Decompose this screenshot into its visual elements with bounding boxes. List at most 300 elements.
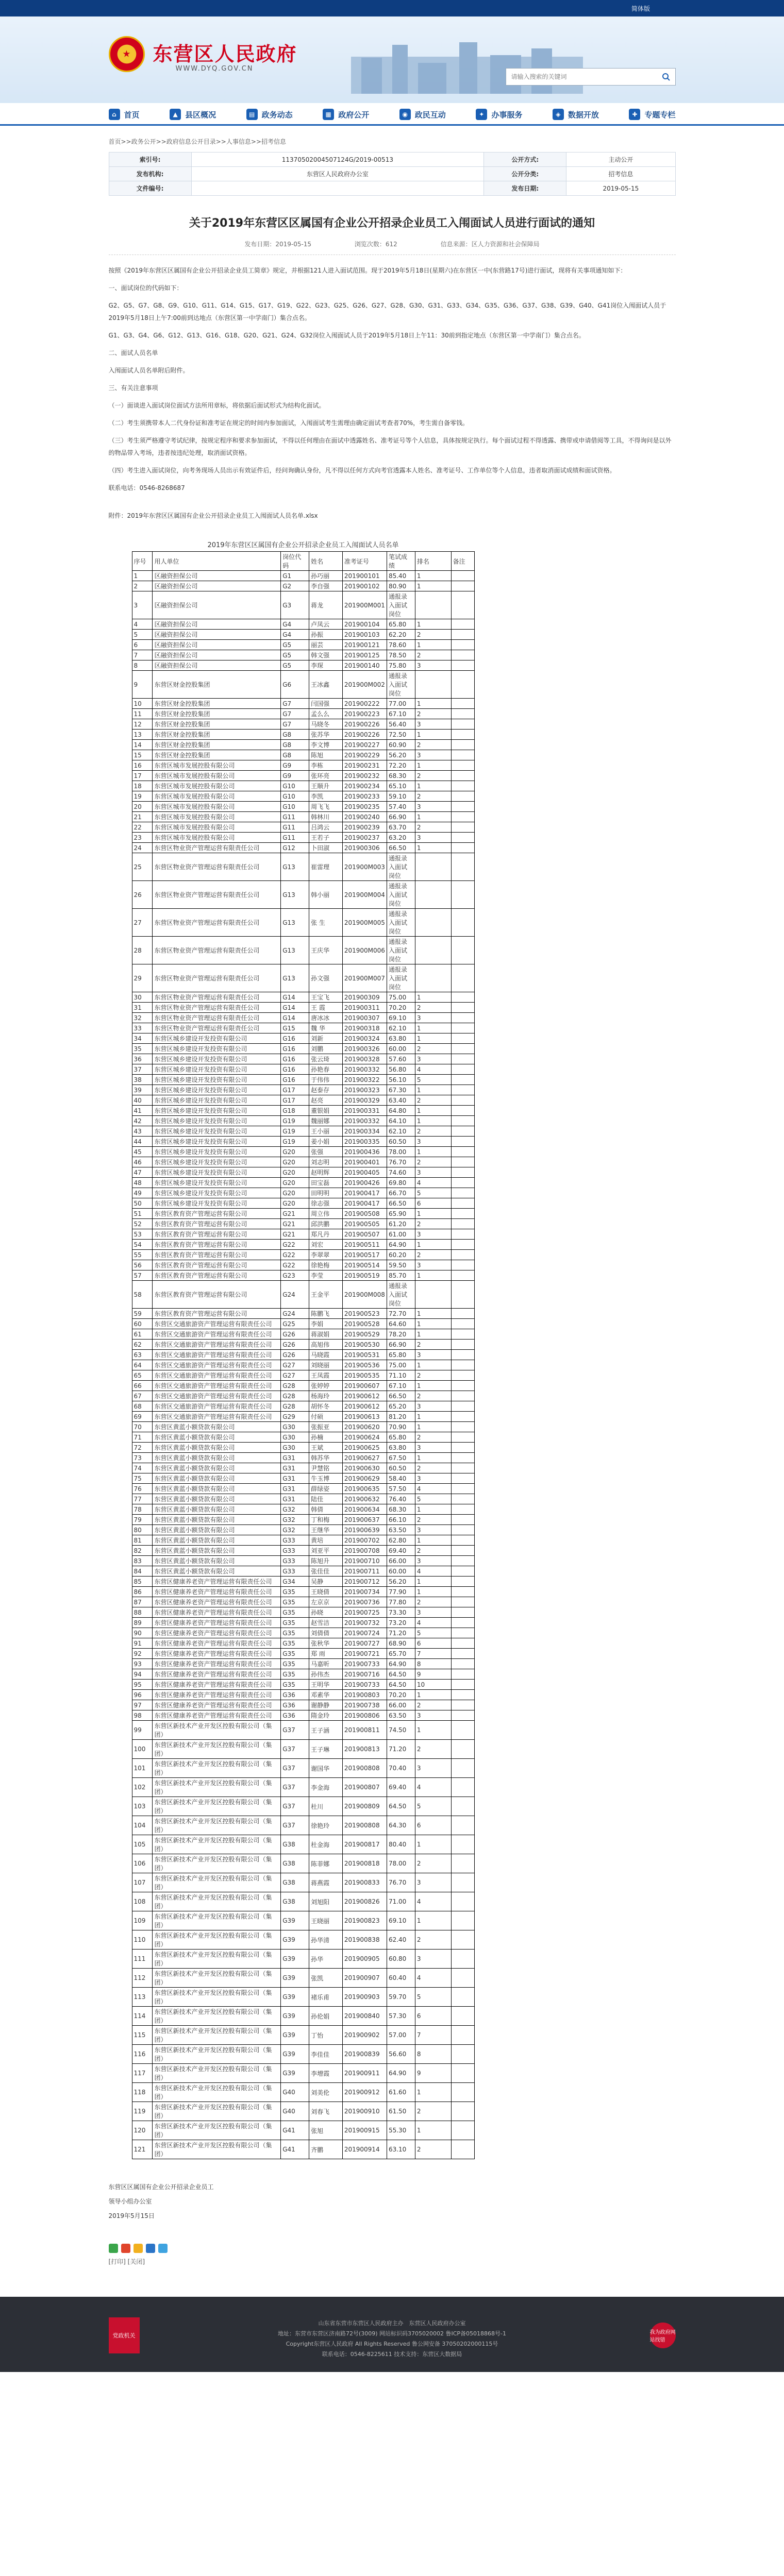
- table-cell: 201900226: [342, 730, 387, 740]
- table-row: [132, 2064, 474, 2083]
- table-cell: [451, 1669, 474, 1680]
- table-cell: 201900104: [342, 619, 387, 630]
- table-cell: G26: [281, 1350, 309, 1360]
- table-cell: 区融资担保公司: [153, 650, 281, 660]
- table-cell: [451, 2083, 474, 2102]
- table-cell: 东营区城市发展控股有限公司: [153, 760, 281, 771]
- table-cell: 1: [415, 1535, 451, 1546]
- table-cell: [451, 1023, 474, 1033]
- table-cell: [451, 2007, 474, 2026]
- table-cell: 通报录入面试岗位: [387, 937, 415, 964]
- candidate-table: [132, 551, 475, 2159]
- table-cell: 72.50: [387, 730, 415, 740]
- table-cell: G40: [281, 2102, 309, 2121]
- table-cell: 孙晓: [309, 1607, 343, 1618]
- nav-services[interactable]: ✦ 办事服务: [476, 109, 522, 120]
- table-row: [132, 1178, 474, 1188]
- table-row: [132, 1319, 474, 1329]
- table-cell: 东营区城市发展控股有限公司: [153, 822, 281, 833]
- table-cell: 1: [415, 1319, 451, 1329]
- table-cell: 67.50: [387, 1453, 415, 1463]
- table-row: [132, 1360, 474, 1370]
- table-cell: 2: [415, 1157, 451, 1167]
- meta-value: [191, 181, 484, 196]
- table-cell: G32: [281, 1525, 309, 1535]
- table-cell: 77.00: [387, 699, 415, 709]
- table-cell: 东营区健康养老资产管理运营有限责任公司: [153, 1669, 281, 1680]
- table-cell: 21: [132, 812, 153, 822]
- table-cell: 35: [132, 1044, 153, 1054]
- table-cell: 201900914: [342, 2140, 387, 2159]
- table-cell: 102: [132, 1778, 153, 1797]
- table-cell: 66.70: [387, 1188, 415, 1198]
- table-cell: 东营区财金控股集团: [153, 699, 281, 709]
- table-cell: 201900519: [342, 1270, 387, 1281]
- table-cell: 76.70: [387, 1873, 415, 1892]
- meta-value: 2019-05-15: [566, 181, 675, 196]
- table-cell: G31: [281, 1484, 309, 1494]
- table-cell: G37: [281, 1721, 309, 1740]
- table-cell: G28: [281, 1381, 309, 1391]
- table-cell: [451, 1381, 474, 1391]
- table-cell: 49: [132, 1188, 153, 1198]
- meta-value: 东营区人民政府办公室: [191, 167, 484, 181]
- table-header: 用人单位: [153, 552, 281, 571]
- breadcrumb[interactable]: 首页>>政务公开>>政府信息公开目录>>人事信息>>招考信息: [108, 138, 286, 145]
- table-cell: G13: [281, 964, 309, 992]
- table-cell: [451, 1816, 474, 1835]
- weibo-icon[interactable]: [121, 2244, 130, 2253]
- table-cell: 53: [132, 1229, 153, 1240]
- table-cell: 201900734: [342, 1587, 387, 1597]
- table-cell: [451, 1260, 474, 1270]
- meta-value: 招考信息: [566, 167, 675, 181]
- table-cell: 73.30: [387, 1607, 415, 1618]
- article-paragraph: 一、面试岗位的代码如下：: [108, 284, 183, 292]
- table-cell: 李金海: [309, 1778, 343, 1797]
- table-cell: 王晓丽: [309, 1911, 343, 1930]
- table-cell: 谢国华: [309, 1759, 343, 1778]
- table-cell: 45: [132, 1147, 153, 1157]
- table-cell: 66.90: [387, 1340, 415, 1350]
- table-cell: 48: [132, 1178, 153, 1188]
- attachment-link[interactable]: 附件：2019年东营区区属国有企业公开招录企业员工入闱面试人员名单.xlsx: [108, 512, 318, 519]
- table-cell: 201900326: [342, 1044, 387, 1054]
- footer-line: 地址：东营市东营区济南路72号(3009) 网站标识码3705020002 鲁ICP备05018868号-1: [277, 2330, 507, 2337]
- table-cell: 1: [415, 1412, 451, 1422]
- table-cell: 1: [415, 1270, 451, 1281]
- table-cell: 张婷婷: [309, 1381, 343, 1391]
- table-cell: 77.90: [387, 1587, 415, 1597]
- party-gov-badge[interactable]: 党政机关: [109, 2317, 140, 2353]
- table-cell: 59.70: [387, 1988, 415, 2007]
- table-cell: 50: [132, 1198, 153, 1209]
- table-cell: 201900401: [342, 1157, 387, 1167]
- nav-district-overview[interactable]: ▲ 县区概况: [170, 109, 216, 120]
- table-cell: G39: [281, 1950, 309, 1969]
- table-cell: 东营区城乡建设开发投资有限公司: [153, 1157, 281, 1167]
- table-cell: G19: [281, 1116, 309, 1126]
- table-row: [132, 1556, 474, 1566]
- table-cell: 黄培: [309, 1535, 343, 1546]
- table-cell: 63: [132, 1350, 153, 1360]
- table-cell: 东营区城乡建设开发投资有限公司: [153, 1095, 281, 1106]
- table-cell: 201900334: [342, 1126, 387, 1137]
- weixin-icon[interactable]: [109, 2244, 118, 2253]
- nav-data-open[interactable]: ◈ 数据开放: [553, 109, 599, 120]
- table-cell: [451, 1638, 474, 1649]
- table-cell: 201900103: [342, 630, 387, 640]
- table-row: [132, 1721, 474, 1740]
- search-button[interactable]: [657, 69, 675, 85]
- table-cell: 4: [415, 1064, 451, 1075]
- table-cell: 201900612: [342, 1401, 387, 1412]
- table-cell: 201900318: [342, 1023, 387, 1033]
- table-cell: 区融资担保公司: [153, 630, 281, 640]
- table-cell: 丽芸: [309, 640, 343, 650]
- table-cell: G32: [281, 1515, 309, 1525]
- table-cell: 42: [132, 1116, 153, 1126]
- table-cell: 1: [415, 1085, 451, 1095]
- table-row: [132, 1147, 474, 1157]
- table-cell: G10: [281, 791, 309, 802]
- table-cell: 东营区新技术产业开发区控股有限公司（集团）: [153, 2140, 281, 2159]
- table-row: [132, 843, 474, 853]
- simplified-chinese-link[interactable]: 简体版: [631, 5, 650, 12]
- table-cell: [451, 1329, 474, 1340]
- table-cell: 201900233: [342, 791, 387, 802]
- table-cell: 201900733: [342, 1680, 387, 1690]
- table-cell: 201900505: [342, 1219, 387, 1229]
- table-cell: 201900905: [342, 1950, 387, 1969]
- table-cell: 刘新: [309, 1033, 343, 1044]
- table-cell: G30: [281, 1432, 309, 1443]
- table-row: [132, 1401, 474, 1412]
- table-cell: 71.20: [387, 1628, 415, 1638]
- table-cell: 56.20: [387, 750, 415, 760]
- table-cell: 东营区健康养老资产管理运营有限责任公司: [153, 1710, 281, 1721]
- table-cell: G20: [281, 1188, 309, 1198]
- table-row: [132, 1260, 474, 1270]
- table-cell: 84: [132, 1566, 153, 1577]
- table-cell: 54: [132, 1240, 153, 1250]
- table-cell: 东营区教育资产管理运营有限公司: [153, 1250, 281, 1260]
- table-row: [132, 1370, 474, 1381]
- nav-home[interactable]: ⌂ 首页: [109, 109, 140, 120]
- meta-row: [109, 181, 675, 196]
- table-cell: 91: [132, 1638, 153, 1649]
- table-cell: 东营区黄蓝小额贷款有限公司: [153, 1535, 281, 1546]
- table-cell: 67: [132, 1391, 153, 1401]
- table-cell: 东营区交通旅游资产管理运营有限责任公司: [153, 1319, 281, 1329]
- table-cell: 孙伟杰: [309, 1669, 343, 1680]
- table-cell: 王 霞: [309, 1003, 343, 1013]
- table-cell: G22: [281, 1240, 309, 1250]
- table-cell: 69.10: [387, 1013, 415, 1023]
- table-cell: 55: [132, 1250, 153, 1260]
- top-bar: [0, 0, 784, 16]
- table-cell: 田明明: [309, 1188, 343, 1198]
- table-cell: G35: [281, 1638, 309, 1649]
- table-cell: 201900738: [342, 1700, 387, 1710]
- table-cell: [415, 671, 451, 699]
- table-cell: [451, 1443, 474, 1453]
- table-cell: G1: [281, 571, 309, 581]
- tencent-icon[interactable]: [158, 2244, 168, 2253]
- table-cell: 3: [415, 1607, 451, 1618]
- table-cell: 201900630: [342, 1463, 387, 1473]
- table-cell: 66.50: [387, 843, 415, 853]
- table-cell: [451, 1546, 474, 1556]
- table-cell: G35: [281, 1587, 309, 1597]
- table-cell: 2: [415, 1219, 451, 1229]
- table-row: [132, 1930, 474, 1950]
- table-cell: G41: [281, 2121, 309, 2140]
- table-cell: 1: [415, 581, 451, 591]
- table-cell: 56.80: [387, 1064, 415, 1075]
- table-row: [132, 1854, 474, 1873]
- table-cell: 东营区城乡建设开发投资有限公司: [153, 1033, 281, 1044]
- table-cell: 东营区黄蓝小额贷款有限公司: [153, 1463, 281, 1473]
- table-row: [132, 1950, 474, 1969]
- table-cell: 56.20: [387, 1577, 415, 1587]
- table-cell: 区融资担保公司: [153, 660, 281, 671]
- table-cell: 92: [132, 1649, 153, 1659]
- table-cell: 201900417: [342, 1198, 387, 1209]
- table-cell: 201900712: [342, 1577, 387, 1587]
- table-cell: 201900915: [342, 2121, 387, 2140]
- table-cell: 通报录入面试岗位: [387, 671, 415, 699]
- table-cell: 60.20: [387, 1250, 415, 1260]
- table-row: [132, 2045, 474, 2064]
- table-cell: [451, 740, 474, 750]
- table-cell: G33: [281, 1566, 309, 1577]
- table-cell: 201900613: [342, 1412, 387, 1422]
- nav-topics[interactable]: ✚ 专题专栏: [629, 109, 675, 120]
- table-cell: G5: [281, 640, 309, 650]
- table-cell: 63.20: [387, 833, 415, 843]
- table-cell: 116: [132, 2045, 153, 2064]
- table-cell: 74: [132, 1463, 153, 1473]
- table-cell: 72.20: [387, 760, 415, 771]
- table-cell: 201900803: [342, 1690, 387, 1700]
- table-cell: 36: [132, 1054, 153, 1064]
- table-cell: G8: [281, 750, 309, 760]
- table-row: [132, 2083, 474, 2102]
- table-cell: 29: [132, 964, 153, 992]
- print-close-links[interactable]: [打印] [关闭]: [108, 2258, 145, 2265]
- table-cell: 孙华: [309, 1950, 343, 1969]
- table-cell: 6: [415, 1816, 451, 1835]
- table-cell: 63.40: [387, 1095, 415, 1106]
- table-cell: 201900817: [342, 1835, 387, 1854]
- table-cell: 东营区物业资产管理运营有限责任公司: [153, 1003, 281, 1013]
- table-cell: 4: [415, 1618, 451, 1628]
- table-cell: [451, 1759, 474, 1778]
- table-row: [132, 1085, 474, 1095]
- table-cell: 1: [415, 812, 451, 822]
- table-cell: 57.60: [387, 1054, 415, 1064]
- table-cell: 区融资担保公司: [153, 571, 281, 581]
- table-cell: 119: [132, 2102, 153, 2121]
- table-cell: 马嘉昕: [309, 1659, 343, 1669]
- table-cell: 东营区黄蓝小额贷款有限公司: [153, 1546, 281, 1556]
- table-cell: 东营区城市发展控股有限公司: [153, 771, 281, 781]
- table-cell: 5: [415, 1075, 451, 1085]
- table-cell: [451, 1137, 474, 1147]
- table-cell: G31: [281, 1463, 309, 1473]
- info-source: 信息来源：区人力资源和社会保障局: [440, 241, 540, 248]
- table-cell: [451, 802, 474, 812]
- table-row: [132, 2121, 474, 2140]
- table-cell: 谢静静: [309, 1700, 343, 1710]
- table-cell: G19: [281, 1137, 309, 1147]
- table-cell: 82: [132, 1546, 153, 1556]
- table-cell: 2: [415, 1740, 451, 1759]
- table-row: [132, 1340, 474, 1350]
- table-row: [132, 791, 474, 802]
- table-cell: 3: [415, 1759, 451, 1778]
- search-input[interactable]: [506, 73, 657, 80]
- table-cell: 201900523: [342, 1309, 387, 1319]
- table-cell: G4: [281, 630, 309, 640]
- table-cell: 60: [132, 1319, 153, 1329]
- table-cell: 78.00: [387, 1854, 415, 1873]
- table-cell: [451, 1525, 474, 1535]
- table-row: [132, 781, 474, 791]
- table-cell: 201900101: [342, 571, 387, 581]
- table-cell: 201900M001: [342, 591, 387, 619]
- footer-line: 联系电话：0546-8225611 技术支持：东营区大数据局: [322, 2351, 462, 2358]
- table-row: [132, 1198, 474, 1209]
- table-row: [132, 1270, 474, 1281]
- table-cell: 10: [132, 699, 153, 709]
- table-cell: 1: [415, 730, 451, 740]
- table-cell: [451, 1494, 474, 1504]
- table-cell: 2: [415, 650, 451, 660]
- table-cell: 2: [415, 1930, 451, 1950]
- table-cell: 38: [132, 1075, 153, 1085]
- table-cell: 孙华清: [309, 1930, 343, 1950]
- table-cell: [451, 730, 474, 740]
- table-cell: 东营区健康养老资产管理运营有限责任公司: [153, 1577, 281, 1587]
- table-cell: 李自强: [309, 581, 343, 591]
- table-row: [132, 1013, 474, 1023]
- table-cell: 3: [415, 1710, 451, 1721]
- table-cell: 东营区城市发展控股有限公司: [153, 791, 281, 802]
- table-cell: 85: [132, 1577, 153, 1587]
- table-cell: [451, 1003, 474, 1013]
- table-cell: 201900222: [342, 699, 387, 709]
- table-cell: 23: [132, 833, 153, 843]
- chat-icon: ◉: [399, 109, 411, 120]
- table-row: [132, 1669, 474, 1680]
- table-cell: 64.30: [387, 1816, 415, 1835]
- table-cell: 5: [415, 1628, 451, 1638]
- table-cell: [451, 1607, 474, 1618]
- table-row: [132, 1649, 474, 1659]
- article-title: 关于2019年东营区区属国有企业公开招录企业员工入闱面试人员进行面试的通知: [189, 217, 595, 230]
- table-row: [132, 1250, 474, 1260]
- table-cell: 201900635: [342, 1484, 387, 1494]
- table-cell: 201900629: [342, 1473, 387, 1484]
- table-cell: 马晓冬: [309, 719, 343, 730]
- table-cell: 东营区新技术产业开发区控股有限公司（集团）: [153, 1873, 281, 1892]
- table-row: [132, 699, 474, 709]
- nav-gov-news[interactable]: ▤ 政务动态: [246, 109, 293, 120]
- table-cell: 78.00: [387, 1147, 415, 1157]
- table-cell: 东营区新技术产业开发区控股有限公司（集团）: [153, 2121, 281, 2140]
- table-cell: G7: [281, 699, 309, 709]
- table-cell: 通报录入面试岗位: [387, 881, 415, 909]
- table-cell: 55.30: [387, 2121, 415, 2140]
- table-cell: 东营区新技术产业开发区控股有限公司（集团）: [153, 2026, 281, 2045]
- table-cell: G13: [281, 853, 309, 881]
- table-cell: [451, 1250, 474, 1260]
- table-cell: 卢凤云: [309, 619, 343, 630]
- table-cell: 东营区教育资产管理运营有限公司: [153, 1281, 281, 1309]
- table-cell: 4: [132, 619, 153, 630]
- table-cell: [451, 1054, 474, 1064]
- table-cell: [451, 1044, 474, 1054]
- search-icon: [662, 73, 670, 81]
- table-cell: 6: [415, 1638, 451, 1649]
- nav-gov-open[interactable]: ▦ 政府公开: [323, 109, 369, 120]
- table-cell: 区融资担保公司: [153, 581, 281, 591]
- table-cell: 110: [132, 1930, 153, 1950]
- table-cell: 东营区财金控股集团: [153, 719, 281, 730]
- candidate-list: [132, 537, 475, 2159]
- table-header: 笔试成绩: [387, 552, 415, 571]
- table-cell: 201900335: [342, 1137, 387, 1147]
- table-cell: [451, 1504, 474, 1515]
- table-cell: G22: [281, 1260, 309, 1270]
- table-cell: [415, 1281, 451, 1309]
- table-cell: 63.10: [387, 2140, 415, 2159]
- table-cell: 201900227: [342, 740, 387, 750]
- table-cell: 201900426: [342, 1178, 387, 1188]
- renren-icon[interactable]: [146, 2244, 155, 2253]
- table-cell: [451, 1281, 474, 1309]
- table-cell: G32: [281, 1504, 309, 1515]
- table-cell: 76.70: [387, 1157, 415, 1167]
- qzone-icon[interactable]: [134, 2244, 143, 2253]
- table-cell: 111: [132, 1950, 153, 1969]
- table-cell: 1: [415, 1240, 451, 1250]
- table-cell: 64.90: [387, 2064, 415, 2083]
- table-cell: 71: [132, 1432, 153, 1443]
- table-cell: 1: [415, 640, 451, 650]
- table-cell: 3: [415, 1950, 451, 1969]
- table-cell: 52: [132, 1219, 153, 1229]
- table-cell: [451, 1854, 474, 1873]
- table-cell: 3: [415, 1401, 451, 1412]
- table-cell: 东营区交通旅游资产管理运营有限责任公司: [153, 1370, 281, 1381]
- table-cell: 东营区物业资产管理运营有限责任公司: [153, 881, 281, 909]
- table-cell: 王庆华: [309, 937, 343, 964]
- table-cell: 201900732: [342, 1618, 387, 1628]
- report-error-badge[interactable]: 我为政府网站找错: [650, 2323, 676, 2348]
- table-cell: 78.60: [387, 640, 415, 650]
- table-row: [132, 1892, 474, 1911]
- meta-key: 公开分类:: [484, 167, 566, 181]
- table-cell: [415, 909, 451, 937]
- table-cell: [451, 630, 474, 640]
- article-paragraph: 入闱面试人员名单附后附件。: [108, 367, 189, 374]
- table-cell: [451, 1360, 474, 1370]
- nav-interaction[interactable]: ◉ 政民互动: [399, 109, 446, 120]
- meta-key: 索引号:: [109, 152, 191, 167]
